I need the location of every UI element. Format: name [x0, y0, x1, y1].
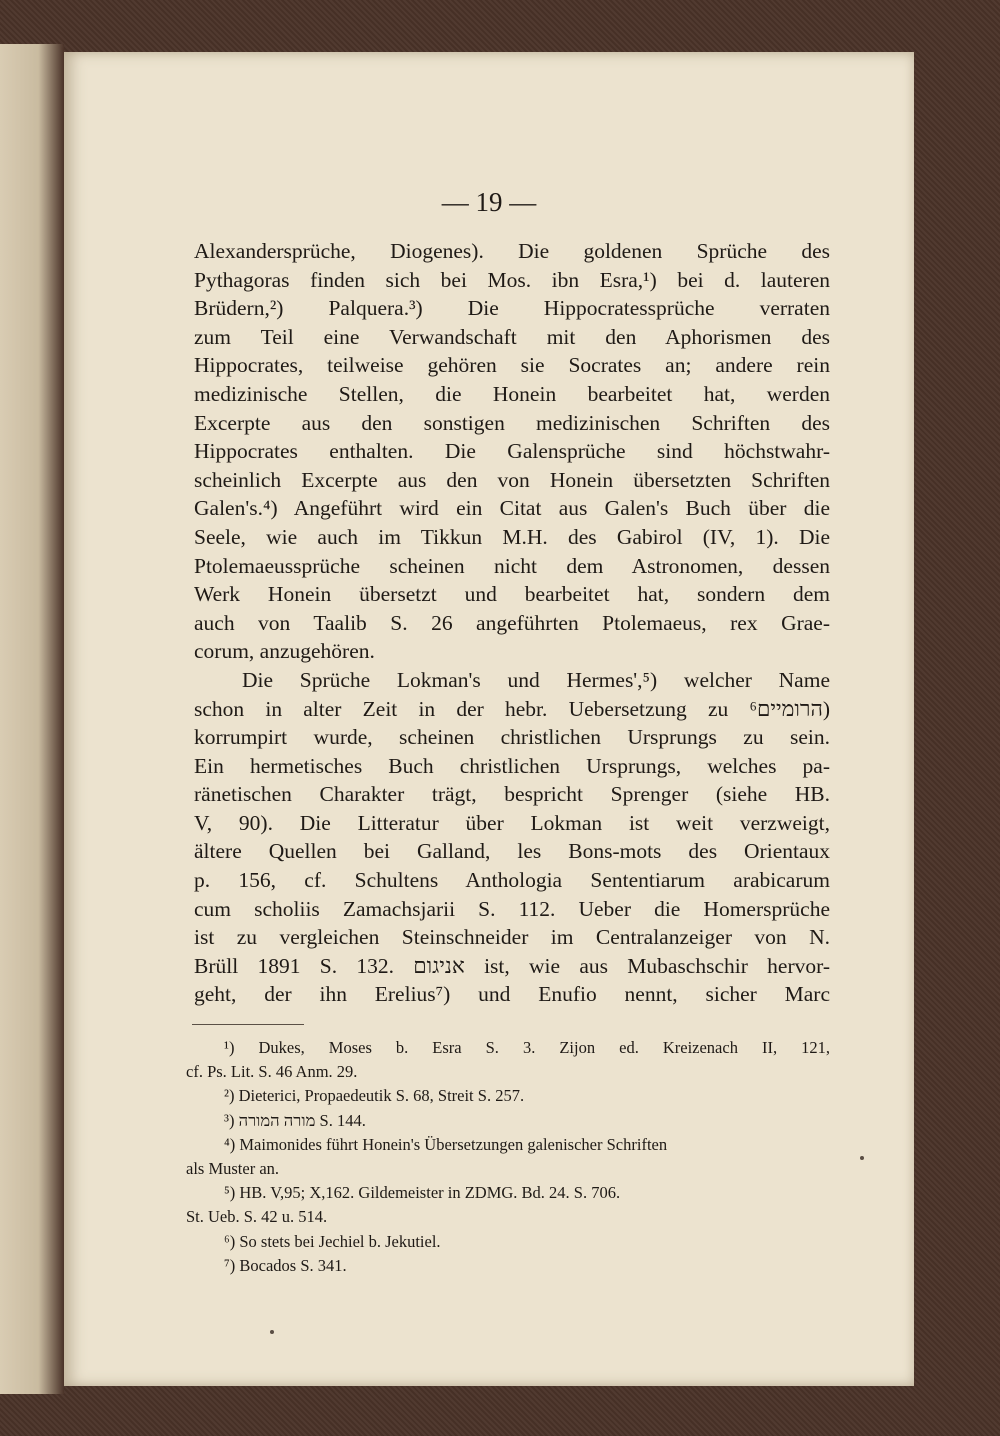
text-line: Die Sprüche Lokman's und Hermes',⁵) welcher Name [242, 667, 830, 692]
text-line: Hippocrates enthalten. Die Galensprüche sind höchstwahr- [194, 439, 830, 464]
text-line: Ein hermetisches Buch christlichen Ursprungs, welches pa- [194, 753, 830, 778]
text-line: zum Teil eine Verwandschaft mit den Aphorismen des [194, 324, 830, 349]
footnote-line: ⁵) HB. V,95; X,162. Gildemeister in ZDMG. Bd. 24. S. 706. [224, 1183, 621, 1203]
text-line: Pythagoras finden sich bei Mos. ibn Esra,¹) bei d. lauteren [194, 267, 830, 292]
text-line: p. 156, cf. Schultens Anthologia Sententiarum arabicarum [194, 868, 830, 893]
text-line: Seele, wie auch im Tikkun M.H. des Gabirol (IV, 1). Die [194, 524, 830, 549]
footnote-line: als Muster an. [186, 1159, 280, 1179]
paper-speck [270, 1330, 274, 1334]
text-line: korrumpirt wurde, scheinen christlichen Ursprungs zu sein. [194, 725, 830, 750]
text-line: ist zu vergleichen Steinschneider im Centralanzeiger von N. [194, 925, 830, 950]
text-line: Alexandersprüche, Diogenes). Die goldenen Sprüche des [194, 239, 830, 263]
footnote-line: St. Ueb. S. 42 u. 514. [186, 1207, 328, 1227]
footnote-line: ³) מורה המורה S. 144. [224, 1110, 366, 1130]
text-line: schon in alter Zeit in der hebr. Uebersetzung zu הרומיים⁶) [194, 696, 830, 721]
paper-speck [860, 1156, 864, 1160]
text-line: ältere Quellen bei Galland, les Bons-mots des Orientaux [194, 839, 830, 864]
text-line: auch von Taalib S. 26 angeführten Ptolemaeus, rex Grae- [194, 610, 830, 635]
page-number: — 19 — [441, 187, 537, 217]
footnote-line: cf. Ps. Lit. S. 46 Anm. 29. [186, 1062, 358, 1082]
text-line: ränetischen Charakter trägt, bespricht Sprenger (siehe HB. [194, 782, 830, 807]
text-line: Brüll 1891 S. 132. אניגום ist, wie aus Mubaschschir hervor- [194, 953, 830, 978]
text-line: corum, anzugehören. [194, 639, 375, 664]
footnote-line: ¹) Dukes, Moses b. Esra S. 3. Zijon ed. Kreizenach II, 121, [224, 1038, 830, 1057]
text-line: medizinische Stellen, die Honein bearbeitet hat, werden [194, 381, 830, 406]
footnote-line: ⁴) Maimonides führt Honein's Übersetzungen galenischer Schriften [224, 1134, 668, 1154]
text-line: Werk Honein übersetzt und bearbeitet hat, sondern dem [194, 582, 830, 607]
footnote-line: ²) Dieterici, Propaedeutik S. 68, Streit S. 257. [224, 1086, 525, 1106]
text-line: geht, der ihn Erelius⁷) und Enufio nennt, sicher Marc [194, 982, 830, 1007]
footnote-line: ⁶) So stets bei Jechiel b. Jekutiel. [224, 1231, 441, 1251]
page-gutter [0, 44, 64, 1394]
text-line: Excerpte aus den sonstigen medizinischen Schriften des [194, 410, 830, 435]
text-line: Ptolemaeussprüche scheinen nicht dem Astronomen, dessen [194, 553, 830, 578]
footnote-divider [192, 1024, 304, 1025]
text-line: Brüdern,²) Palquera.³) Die Hippocratessprüche verraten [194, 296, 830, 321]
text-line: V, 90). Die Litteratur über Lokman ist weit verzweigt, [194, 810, 830, 835]
text-line: scheinlich Excerpte aus den von Honein übersetzten Schriften [194, 467, 830, 492]
text-line: Galen's.⁴) Angeführt wird ein Citat aus Galen's Buch über die [194, 496, 830, 521]
body-text [194, 237, 830, 1009]
text-line: Hippocrates, teilweise gehören sie Socrates an; andere rein [194, 353, 830, 378]
book-page [64, 52, 914, 1386]
footnotes [186, 1036, 830, 1278]
footnote-line: ⁷) Bocados S. 341. [224, 1255, 347, 1275]
text-line: cum scholiis Zamachsjarii S. 112. Ueber die Homersprüche [194, 896, 830, 921]
